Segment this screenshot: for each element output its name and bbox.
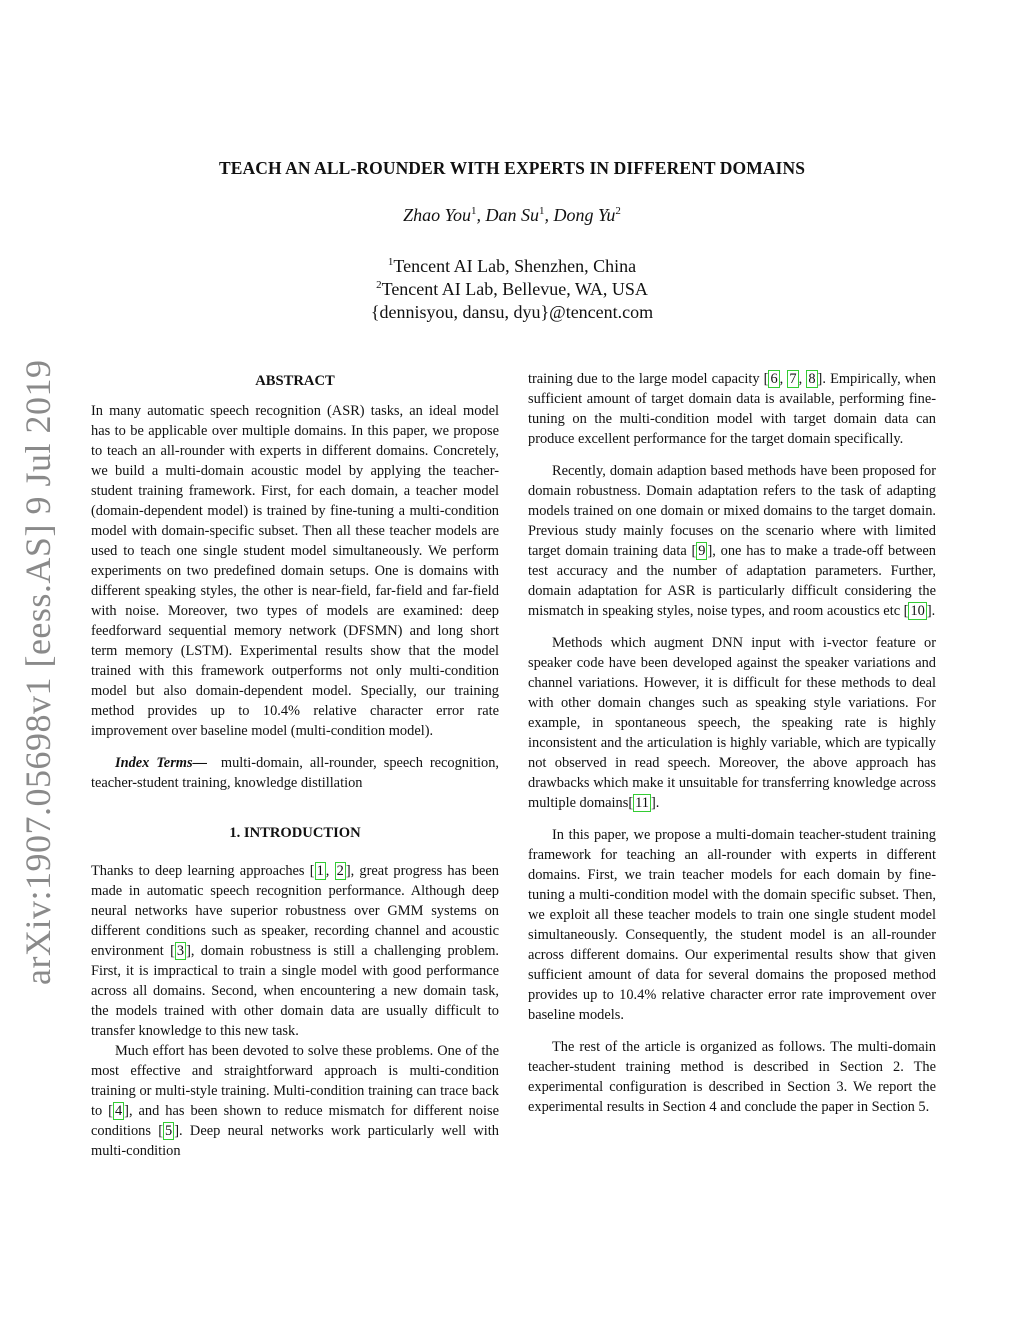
text-run: , (325, 863, 335, 879)
citation-link[interactable]: 1 (316, 863, 324, 879)
affiliation-1 (60, 255, 964, 278)
text-run: Methods which augment DNN input with i-vector feature or speaker code have been developed against the speaker variations and channel variations. However, it is difficult for these methods to deal with other domain changes such as speaking style variations. For example, in spontaneous speech, the speaking rate is highly inconsistent and the articulation is highly variable, which are typically not observed in read speech. Moreover, the above approach has drawbacks which make it unsuitable for transferring knowledge across multiple domains[ (528, 635, 936, 811)
intro-paragraph-2 (91, 1041, 499, 1161)
affiliation-2 (60, 278, 964, 301)
text-run: ], and has been shown to reduce mismatch for different noise conditions [ (91, 1103, 499, 1139)
author-affil-mark: 2 (615, 205, 621, 217)
author-name: Dan Su (485, 205, 539, 225)
arxiv-identifier: arXiv:1907.05698v1 [eess.AS] 9 Jul 2019 (18, 359, 58, 985)
paper-title: TEACH AN ALL-ROUNDER WITH EXPERTS IN DIFFERENT DOMAINS (218, 158, 806, 178)
text-run: ], one has to make a trade-off between test accuracy and the number of adaptation parameters. Further, domain adaptation for ASR is particularly difficult considering the mismatch in speaking styles, noise types, and room acoustics etc [ (528, 543, 937, 619)
citation-link[interactable]: 10 (910, 603, 925, 619)
author-list: Zhao You$^1$, Dan Su$^1$, Dong Yu$^2$ (403, 205, 621, 225)
citation-link[interactable]: 2 (336, 863, 344, 879)
text-run: ]. (650, 795, 660, 811)
text-run: ], great progress has been made in automatic speech recognition performance. Although deep neural networks have superior robustness over GMM systems on different conditions such as speaker, recording channel and acoustic environment [ (91, 863, 500, 959)
index-terms-label: Index Terms— (115, 755, 207, 771)
intro-paragraph-1 (91, 861, 499, 1041)
author-affil-mark: 1 (539, 205, 545, 217)
text-run: ]. Empirically, when sufficient amount of target domain data is available, performing fine-tuning on the multi-condition model with target domain data can produce excellent performance for the target domain specifically. (528, 371, 936, 447)
author-affil-mark: 1 (471, 205, 477, 217)
intro-paragraph-5 (528, 633, 936, 813)
affil-mark: 1 (387, 256, 394, 268)
introduction-heading: 1. INTRODUCTION (229, 825, 361, 841)
text-run: ]. Deep neural networks work particularly well with multi-condition (91, 1123, 499, 1159)
text-run: Thanks to deep learning approaches [ (91, 863, 315, 879)
intro-paragraph-3 (528, 369, 936, 449)
author-name: Dong Yu (553, 205, 616, 225)
citation-link[interactable]: 8 (808, 371, 816, 387)
intro-paragraph-7: The rest of the article is organized as follows. The multi-domain teacher-student training method is described in Section 2. The experimental configuration is described in Section 3. We report the experimental results in Section 4 and conclude the paper in Section 5. (528, 1039, 936, 1115)
citation-link[interactable]: 7 (789, 371, 797, 387)
citation-link[interactable]: 3 (176, 943, 185, 959)
affil-text: Tencent AI Lab, Bellevue, WA, USA (381, 279, 648, 299)
author-name: Zhao You (403, 205, 471, 225)
citation-link[interactable]: 5 (165, 1123, 173, 1139)
index-terms-text: multi-domain, all-rounder, speech recognition, teacher-student training, knowledge distillation (91, 755, 499, 791)
citation-link[interactable]: 11 (635, 795, 649, 811)
intro-paragraph-4 (528, 461, 936, 621)
text-run: Recently, domain adaption based methods have been proposed for domain robustness. Domain adaptation refers to the task of adapting models trained on one domain or mixed domains to the target domain. Previous study mainly focuses on the scenario where with limited target domain training data [ (528, 463, 936, 559)
text-run: training due to the large model capacity [ (528, 371, 769, 387)
text-run: Much effort has been devoted to solve these problems. One of the most effective and straightforward approach is multi-condition training or multi-style training. Multi-condition training can trace back to [ (91, 1043, 499, 1119)
intro-paragraph-6: In this paper, we propose a multi-domain teacher-student training framework for teaching an all-rounder with experts in different domains. First, we train teacher models for each domain by fine-tuning a multi-condition model with the domain specific subset. Then, we exploit all these teacher models to train one single student model simultaneously. Consequently, the student model is an all-rounder across different domains. Our experimental results show that given sufficient amount of data for several domains the proposed method provides up to 10.4% relative character error rate improvement over baseline models. (528, 827, 936, 1023)
text-run: , (798, 371, 807, 387)
right-column (528, 369, 936, 1117)
citation-link[interactable]: 9 (698, 543, 706, 559)
citation-link[interactable]: 4 (114, 1103, 123, 1119)
author-emails: {dennisyou, dansu, dyu}@tencent.com (370, 302, 654, 322)
abstract-heading: ABSTRACT (255, 373, 335, 389)
text-run: ], domain robustness is still a challenging problem. First, it is impractical to train a single model with good performance across all domains. Second, when encountering a new domain task, the models trained with other domain data are usually difficult to transfer knowledge to this new task. (91, 943, 500, 1039)
index-terms (91, 753, 499, 793)
affil-text: Tencent AI Lab, Shenzhen, China (393, 256, 637, 276)
affil-mark: 2 (376, 279, 382, 291)
text-run: , (779, 371, 788, 387)
abstract-text: In many automatic speech recognition (ASR) tasks, an ideal model has to be applicable over multiple domains. In this paper, we propose to teach an all-rounder with experts in different domains. Concretely, we build a multi-domain acoustic model by applying the teacher-student training framework. First, for each domain, a teacher model (domain-dependent model) is trained by fine-tuning a multi-condition model with domain-specific subset. Then all these teacher models are used to teach one single student model simultaneously. We perform experiments on two predefined domain setups. One is domains with different speaking styles, the other is near-field, far-field and far-field with noise. Moreover, two types of models are examined: deep feedforward sequential memory network (DFSMN) and long short term memory (LSTM). Experimental results show that the model trained with this framework outperforms not only multi-condition model but also domain-dependent model. Specially, our training method provides up to 10.4% relative character error rate improvement over baseline model (multi-condition model). (91, 403, 499, 739)
text-run: ]. (926, 603, 936, 619)
citation-link[interactable]: 6 (770, 371, 778, 387)
left-column (91, 373, 500, 1161)
